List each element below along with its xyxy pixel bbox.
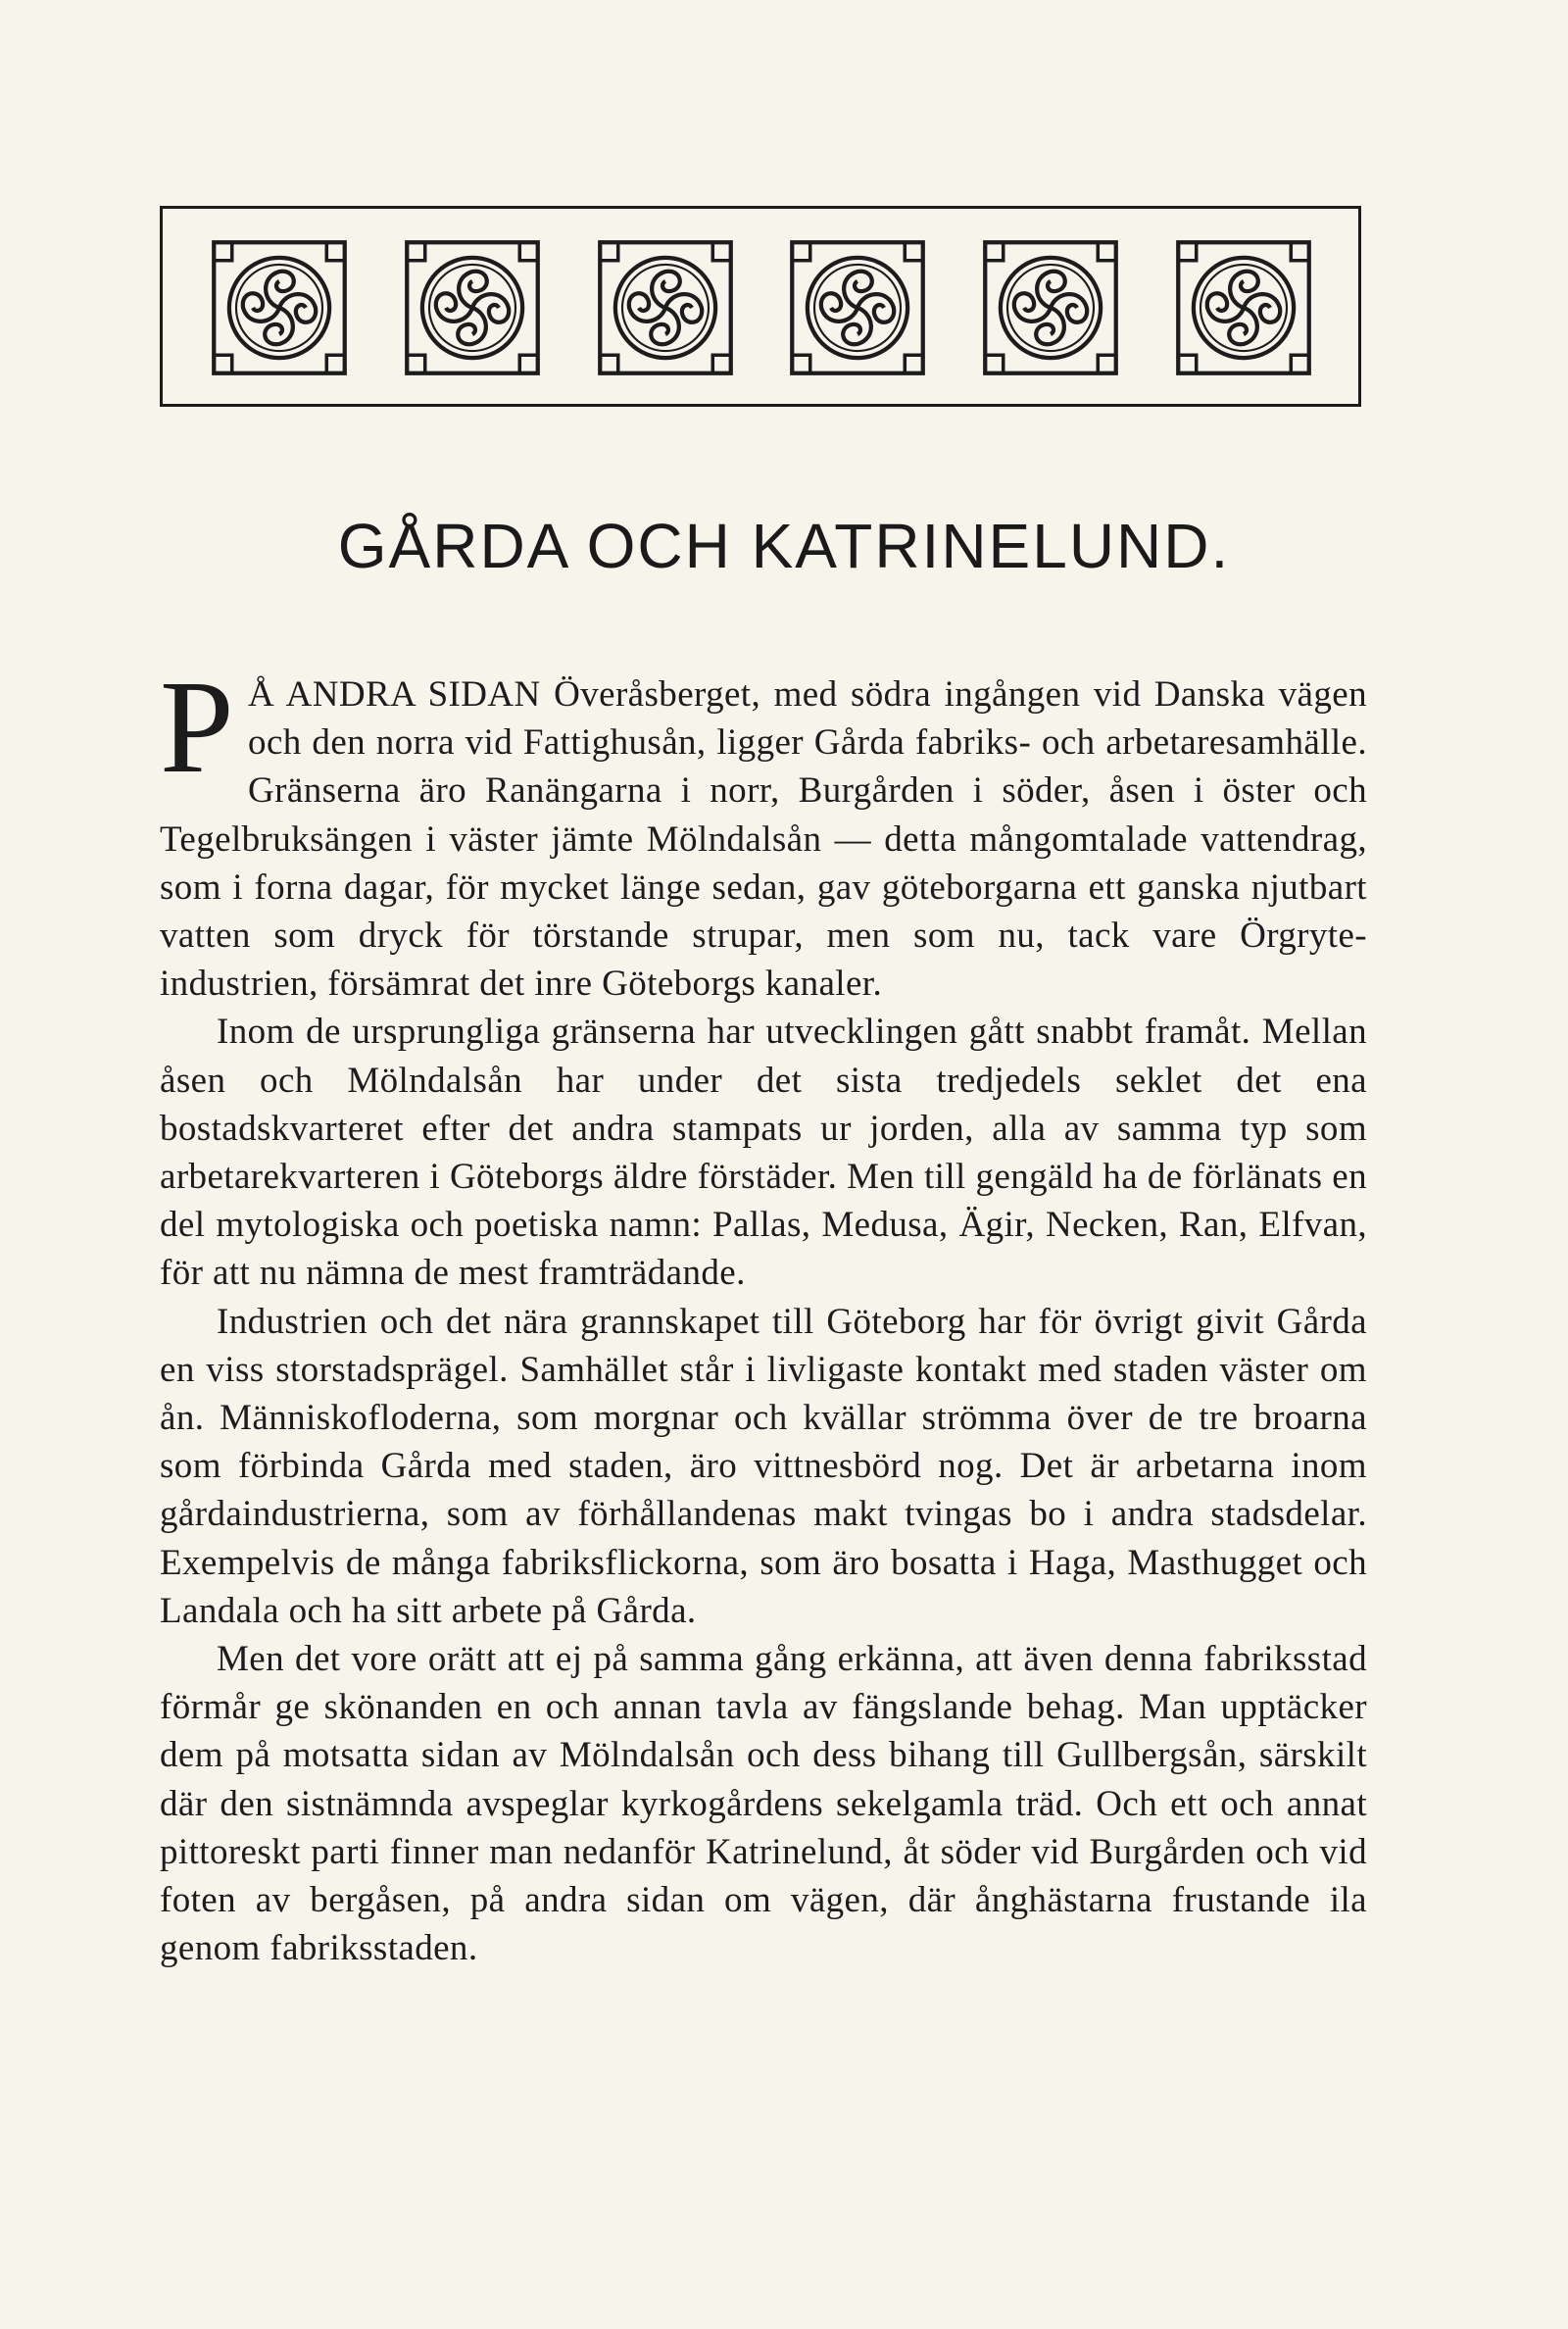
page-title: GÅRDA OCH KATRINELUND. bbox=[337, 511, 1231, 581]
paragraph: Inom de ursprungliga gränserna har utvecklingen gått snabbt framåt. Mellan åsen och Mölndalsån har under det sista tredjedels seklet det ena bostadskvarteret efter det andra stampats ur jorden, alla av samma typ som arbetarekvarteren i Göteborgs äldre förstäder. Men till gengäld ha de förlänats en del mytologiska och poetiska namn: Pallas, Medusa, Ägir, Necken, Ran, Elfvan, för att nu nämna de mest framträdande. bbox=[160, 1012, 1367, 1294]
paragraph: Industrien och det nära grannskapet till Göteborg har för övrigt givit Gårda en viss storstadsprägel. Samhället står i livligaste kontakt med staden väster om ån. Människofloderna, som morgnar och kvällar strömma över de tre broarna som förbinda Gårda med staden, äro vittnesbörd nog. Det är arbetarna inom gårdaindustrierna, som av förhållandenas makt tvingas bo i andra stadsdelar. Exempelvis de många fabriksflickorna, som äro bosatta i Haga, Masthugget och Landala och ha sitt arbete på Gårda. bbox=[160, 1301, 1367, 1631]
article-body bbox=[160, 654, 1367, 1972]
paragraph bbox=[160, 654, 1367, 1008]
triskele-knot-icon bbox=[788, 238, 927, 377]
lead-words: Å ANDRA SIDAN bbox=[248, 674, 541, 715]
triskele-knot-icon bbox=[1174, 238, 1313, 377]
triskele-knot-icon bbox=[210, 238, 349, 377]
paragraph: Men det vore orätt att ej på samma gång erkänna, att även denna fabriksstad förmår ge skönanden en och annan tavla av fängslande behag. Man upptäcker dem på motsatta sidan av Mölndalsån och dess bihang till Gullbergsån, särskilt där den sistnämnda avspeglar kyrkogårdens sekelgamla träd. Och ett och annat pittoreskt parti finner man nedanför Katrinelund, åt söder vid Burgården och vid foten av bergåsen, på andra sidan om vägen, där ånghästarna frustande ila genom fabriksstaden. bbox=[160, 1639, 1367, 1969]
ornamental-frieze bbox=[160, 206, 1361, 407]
triskele-knot-icon bbox=[403, 238, 542, 377]
frieze-tiles bbox=[210, 238, 1313, 380]
paragraph-text: Överåsberget, med södra ingången vid Danska vägen och den norra vid Fattighusån, ligger Gårda fabriks- och arbetaresamhälle. Gränserna äro Ranängarna i norr, Burgården i söder, åsen i öster och Tegelbruksängen i väster jämte Mölndalsån — detta mångomtalade vattendrag, som i forna dagar, för mycket länge sedan, gav göteborgarna ett ganska njutbart vatten som dryck för törstande strupar, men som nu, tack vare Örgryte-industrien, försämrat det inre Göteborgs kanaler. bbox=[160, 674, 1367, 1005]
triskele-knot-icon bbox=[596, 238, 735, 377]
frieze-bottom-rule bbox=[163, 404, 1358, 407]
drop-cap: P bbox=[160, 654, 235, 801]
frieze-top-rule bbox=[163, 206, 1358, 209]
triskele-knot-icon bbox=[981, 238, 1120, 377]
